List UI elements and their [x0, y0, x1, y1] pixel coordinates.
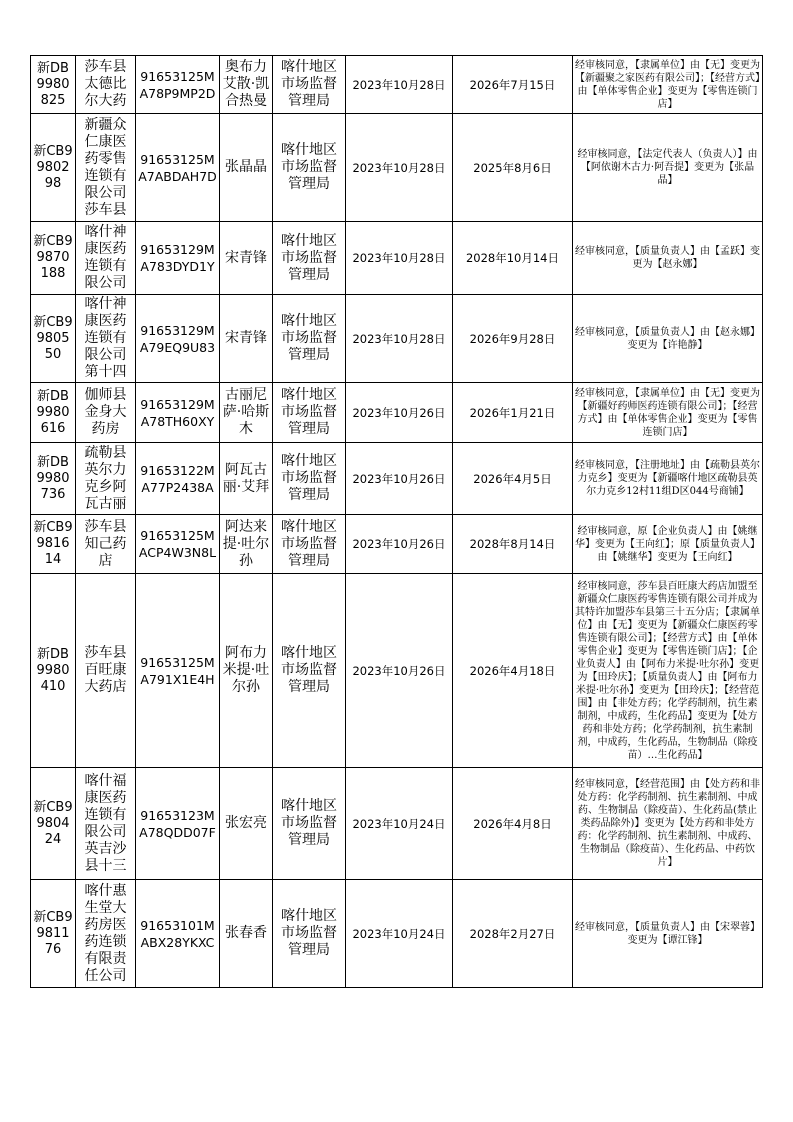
change-remark-cell: 经审核同意，莎车县百旺康大药店加盟至新疆众仁康医药零售连锁有限公司并成为其特许加盟莎车县第三十五分店；【隶属单位】由【无】变更为【新疆众仁康医药零售连锁有限公司】；【经营方式】由【单体零售企业】变更为【零售连锁门店】；【企业负责人】由【阿布力米提·吐尔孙】变更为【田玲庆】；【质量负责人】由【阿布力米提·吐尔孙】变更为【田玲庆】；【经营范围】由【非处方药；化学药制剂，抗生素制剂，中成药，生化药品】变更为【处方药和非处方药；化学药制剂，抗生素制剂，中成药，生化药品，生物制品（除疫苗）…生化药品】 [573, 574, 763, 768]
company-name-cell: 伽师县金身大药房 [76, 383, 136, 443]
table-row [31, 114, 763, 222]
change-remark-cell: 经审核同意，【质量负责人】由【赵永娜】变更为【许艳静】 [573, 295, 763, 383]
valid-until-cell: 2028年2月27日 [453, 880, 573, 988]
authority-cell: 喀什地区市场监督管理局 [273, 574, 346, 768]
credit-code-cell: 91653125MA78P9MP2D [136, 56, 220, 114]
valid-until-cell: 2026年7月15日 [453, 56, 573, 114]
credit-code-cell: 91653125MA7ABDAH7D [136, 114, 220, 222]
valid-until-cell: 2026年4月18日 [453, 574, 573, 768]
issue-date-cell: 2023年10月26日 [346, 574, 453, 768]
valid-until-cell: 2025年8月6日 [453, 114, 573, 222]
change-remark-cell: 经审核同意，【质量负责人】由【孟跃】变更为【赵永娜】 [573, 222, 763, 295]
company-name-cell: 喀什神康医药连锁有限公司第十四 [76, 295, 136, 383]
credit-code-cell: 91653123MA78QDD07F [136, 768, 220, 880]
change-remark-cell: 经审核同意，【法定代表人（负责人）】由【阿依谢木古力·阿吾提】变更为【张晶晶】 [573, 114, 763, 222]
valid-until-cell: 2026年4月8日 [453, 768, 573, 880]
table-row [31, 768, 763, 880]
issue-date-cell: 2023年10月28日 [346, 114, 453, 222]
table-row [31, 383, 763, 443]
authority-cell: 喀什地区市场监督管理局 [273, 443, 346, 515]
change-remark-cell: 经审核同意，【隶属单位】由【无】变更为【新疆聚之家医药有限公司】；【经营方式】由【单体零售企业】变更为【零售连锁门店】 [573, 56, 763, 114]
company-name-cell: 喀什神康医药连锁有限公司 [76, 222, 136, 295]
license-code-cell: 新CB9980298 [31, 114, 76, 222]
credit-code-cell: 91653122MA77P2438A [136, 443, 220, 515]
valid-until-cell: 2026年4月5日 [453, 443, 573, 515]
change-remark-cell: 经审核同意，【隶属单位】由【无】变更为【新疆好药师医药连锁有限公司】；【经营方式】由【单体零售企业】变更为【零售连锁门店】 [573, 383, 763, 443]
license-code-cell: 新CB9981614 [31, 515, 76, 574]
issue-date-cell: 2023年10月26日 [346, 383, 453, 443]
credit-code-cell: 91653129MA783DYD1Y [136, 222, 220, 295]
authority-cell: 喀什地区市场监督管理局 [273, 222, 346, 295]
license-code-cell: 新DB9980410 [31, 574, 76, 768]
responsible-person-cell: 宋青锋 [220, 295, 273, 383]
company-name-cell: 莎车县太德比尔大药 [76, 56, 136, 114]
responsible-person-cell: 阿达来提·吐尔孙 [220, 515, 273, 574]
valid-until-cell: 2026年9月28日 [453, 295, 573, 383]
table-row [31, 295, 763, 383]
issue-date-cell: 2023年10月28日 [346, 222, 453, 295]
license-code-cell: 新CB9980550 [31, 295, 76, 383]
change-remark-cell: 经审核同意，原【企业负责人】由【姚继华】变更为【王向红】；原【质量负责人】由【姚继华】变更为【王向红】 [573, 515, 763, 574]
issue-date-cell: 2023年10月26日 [346, 515, 453, 574]
responsible-person-cell: 宋青锋 [220, 222, 273, 295]
issue-date-cell: 2023年10月26日 [346, 443, 453, 515]
table-row [31, 222, 763, 295]
responsible-person-cell: 阿瓦古丽·艾拜 [220, 443, 273, 515]
authority-cell: 喀什地区市场监督管理局 [273, 56, 346, 114]
valid-until-cell: 2028年10月14日 [453, 222, 573, 295]
credit-code-cell: 91653129MA78TH60XY [136, 383, 220, 443]
credit-code-cell: 91653101MABX28YKXC [136, 880, 220, 988]
issue-date-cell: 2023年10月24日 [346, 768, 453, 880]
license-code-cell: 新DB9980736 [31, 443, 76, 515]
company-name-cell: 喀什惠生堂大药房医药连锁有限责任公司 [76, 880, 136, 988]
company-name-cell: 莎车县知己药店 [76, 515, 136, 574]
license-code-cell: 新CB9980424 [31, 768, 76, 880]
authority-cell: 喀什地区市场监督管理局 [273, 114, 346, 222]
issue-date-cell: 2023年10月28日 [346, 56, 453, 114]
table-row [31, 443, 763, 515]
license-change-table [30, 55, 763, 988]
authority-cell: 喀什地区市场监督管理局 [273, 768, 346, 880]
valid-until-cell: 2028年8月14日 [453, 515, 573, 574]
license-code-cell: 新DB9980825 [31, 56, 76, 114]
authority-cell: 喀什地区市场监督管理局 [273, 383, 346, 443]
table-row [31, 515, 763, 574]
valid-until-cell: 2026年1月21日 [453, 383, 573, 443]
table-row [31, 880, 763, 988]
issue-date-cell: 2023年10月24日 [346, 880, 453, 988]
responsible-person-cell: 古丽尼萨·哈斯木 [220, 383, 273, 443]
change-remark-cell: 经审核同意，【经营范围】由【处方药和非处方药：化学药制剂、抗生素制剂、中成药、生物制品（除疫苗）、生化药品(禁止类药品除外)】变更为【处方药和非处方药：化学药制剂、抗生素制剂、中成药、生物制品（除疫苗）、生化药品、中药饮片】 [573, 768, 763, 880]
responsible-person-cell: 张晶晶 [220, 114, 273, 222]
change-remark-cell: 经审核同意，【质量负责人】由【宋翠蓉】变更为【谭江锋】 [573, 880, 763, 988]
authority-cell: 喀什地区市场监督管理局 [273, 515, 346, 574]
company-name-cell: 疏勒县英尔力克乡阿瓦古丽 [76, 443, 136, 515]
credit-code-cell: 91653125MACP4W3N8L [136, 515, 220, 574]
license-code-cell: 新DB9980616 [31, 383, 76, 443]
authority-cell: 喀什地区市场监督管理局 [273, 880, 346, 988]
table-row [31, 574, 763, 768]
table-row [31, 56, 763, 114]
company-name-cell: 新疆众仁康医药零售连锁有限公司莎车县 [76, 114, 136, 222]
change-remark-cell: 经审核同意，【注册地址】由【疏勒县英尔力克乡】变更为【新疆喀什地区疏勒县英尔力克乡12村11组D区044号商铺】 [573, 443, 763, 515]
issue-date-cell: 2023年10月28日 [346, 295, 453, 383]
company-name-cell: 喀什福康医药连锁有限公司英吉沙县十三 [76, 768, 136, 880]
license-code-cell: 新CB9981176 [31, 880, 76, 988]
credit-code-cell: 91653125MA791X1E4H [136, 574, 220, 768]
responsible-person-cell: 奥布力艾散·凯合热曼 [220, 56, 273, 114]
responsible-person-cell: 张春香 [220, 880, 273, 988]
company-name-cell: 莎车县百旺康大药店 [76, 574, 136, 768]
credit-code-cell: 91653129MA79EQ9U83 [136, 295, 220, 383]
authority-cell: 喀什地区市场监督管理局 [273, 295, 346, 383]
responsible-person-cell: 张宏亮 [220, 768, 273, 880]
responsible-person-cell: 阿布力米提·吐尔孙 [220, 574, 273, 768]
license-code-cell: 新CB99870188 [31, 222, 76, 295]
